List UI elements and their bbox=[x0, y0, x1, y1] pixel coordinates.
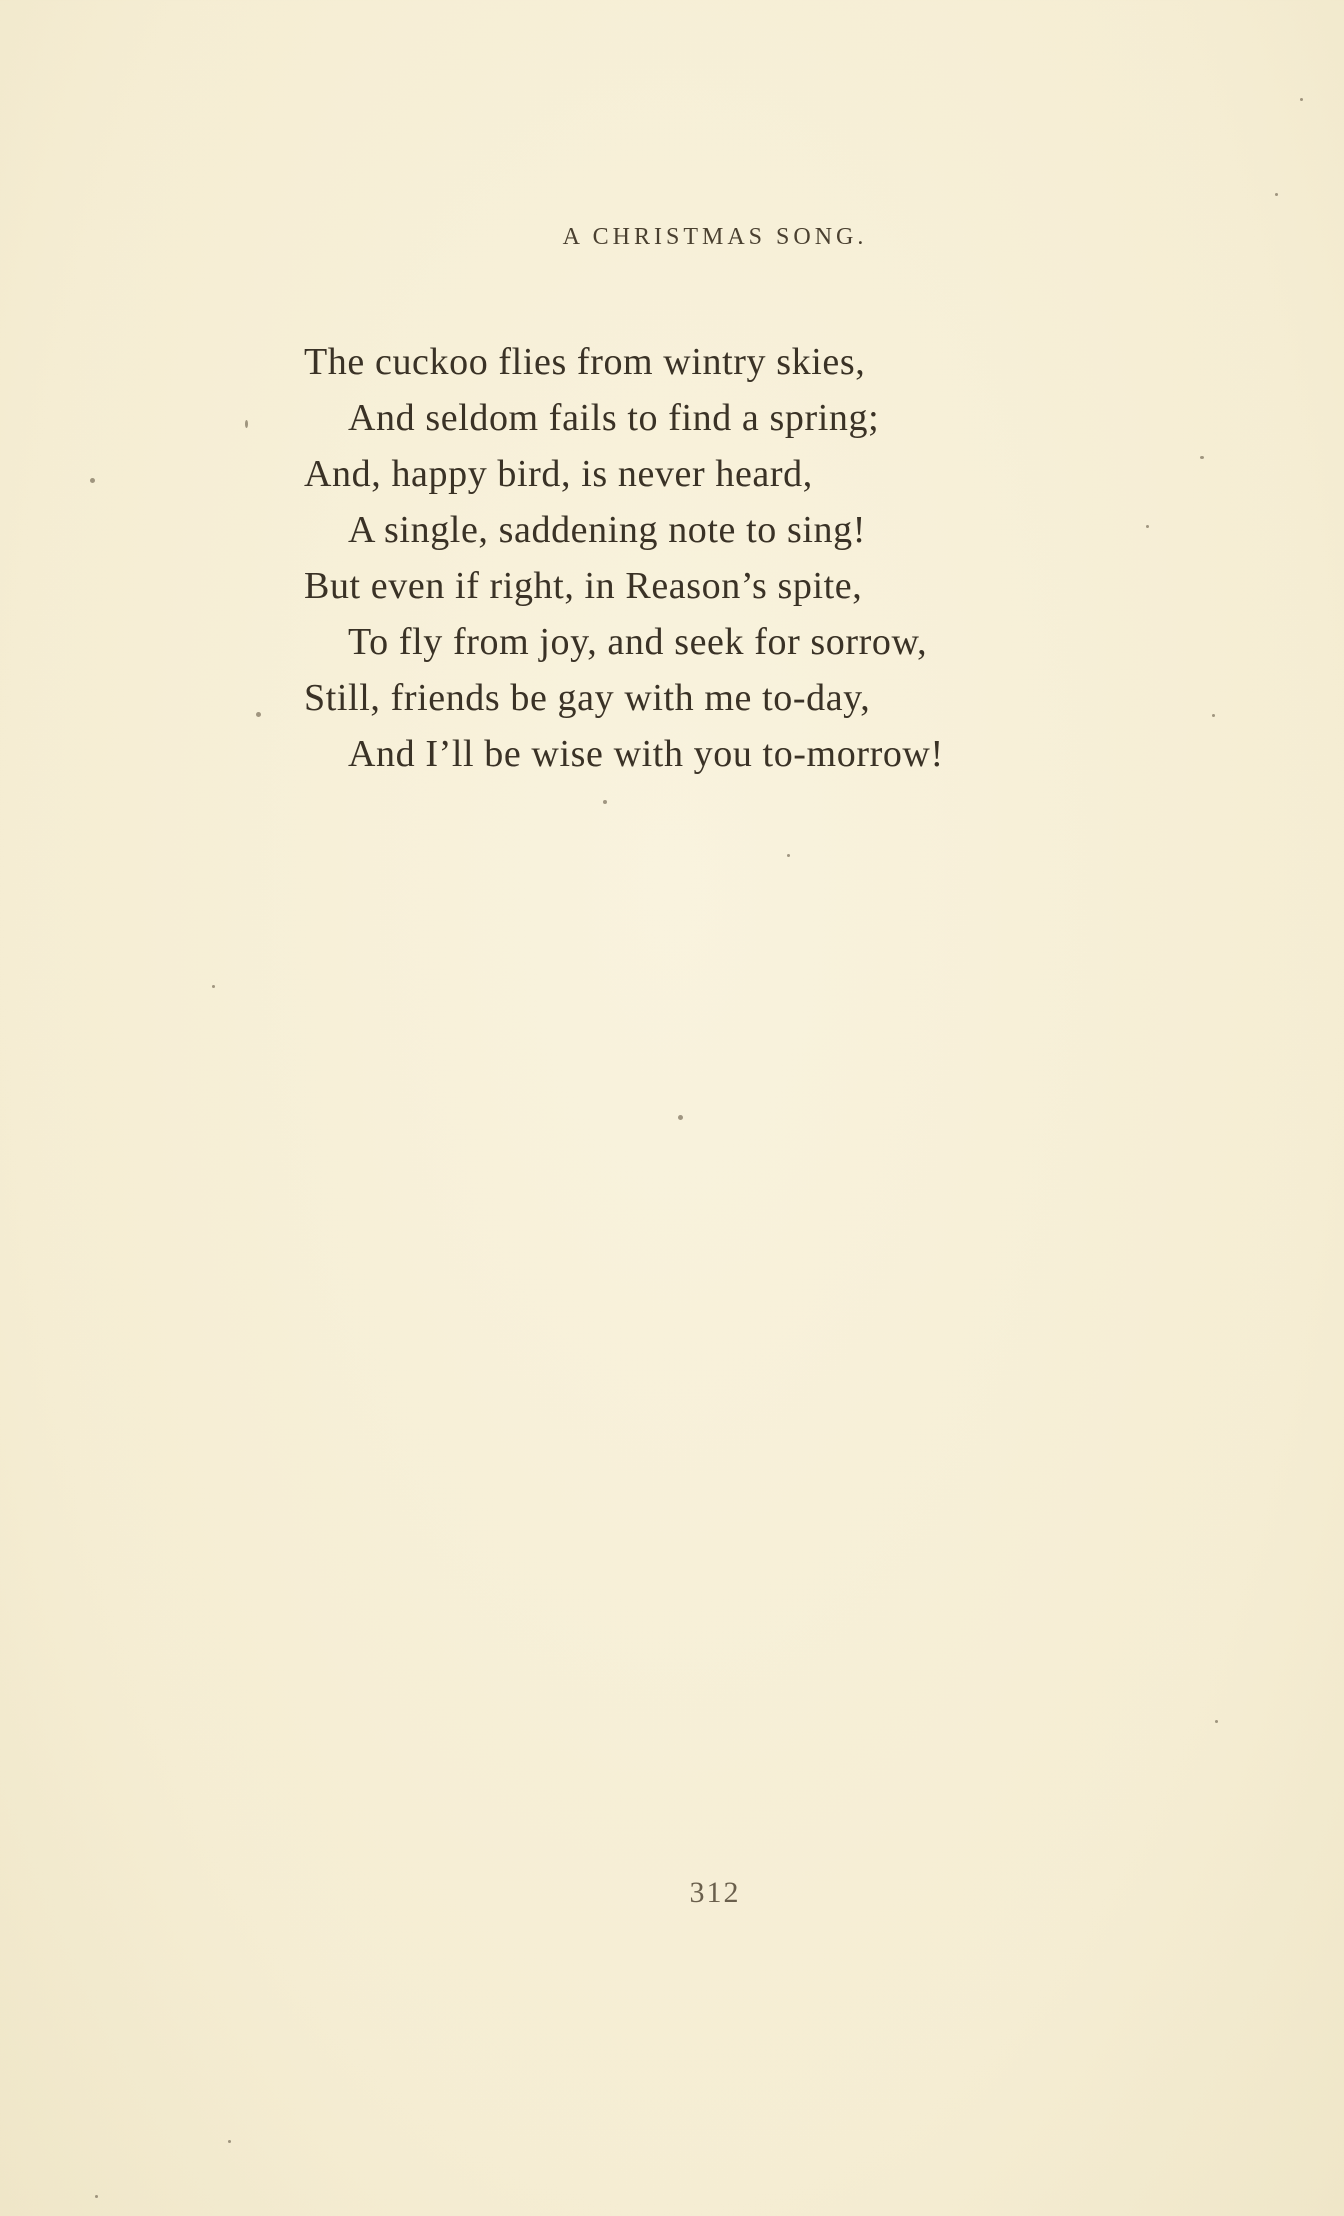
paper-speck bbox=[90, 478, 95, 483]
paper-speck bbox=[228, 2140, 231, 2143]
paper-speck bbox=[787, 854, 790, 857]
page-number: 312 bbox=[689, 1876, 741, 1909]
poem-line: The cuckoo flies from wintry skies, bbox=[304, 341, 866, 383]
poem-stanza bbox=[304, 334, 1104, 782]
poem-line: And I’ll be wise with you to-morrow! bbox=[348, 733, 944, 775]
paper-speck bbox=[1275, 193, 1278, 196]
poem-line: And seldom fails to find a spring; bbox=[348, 397, 880, 439]
poem-line: But even if right, in Reason’s spite, bbox=[304, 565, 863, 607]
running-head: A CHRISTMAS SONG. bbox=[562, 224, 868, 250]
paper-speck bbox=[256, 712, 261, 717]
paper-speck bbox=[212, 985, 215, 988]
paper-speck bbox=[1300, 98, 1303, 101]
paper-speck bbox=[1200, 456, 1204, 459]
paper-speck bbox=[1146, 525, 1149, 528]
poem-line: A single, saddening note to sing! bbox=[348, 509, 866, 551]
paper-speck bbox=[1212, 714, 1215, 717]
paper-speck bbox=[245, 420, 248, 428]
poem-line: And, happy bird, is never heard, bbox=[304, 453, 813, 495]
paper-speck bbox=[1215, 1720, 1218, 1723]
paper-speck bbox=[603, 800, 607, 804]
poem-line: Still, friends be gay with me to-day, bbox=[304, 677, 871, 719]
paper-speck bbox=[95, 2195, 98, 2198]
paper-speck bbox=[678, 1115, 683, 1120]
poem-line: To fly from joy, and seek for sorrow, bbox=[348, 621, 928, 663]
